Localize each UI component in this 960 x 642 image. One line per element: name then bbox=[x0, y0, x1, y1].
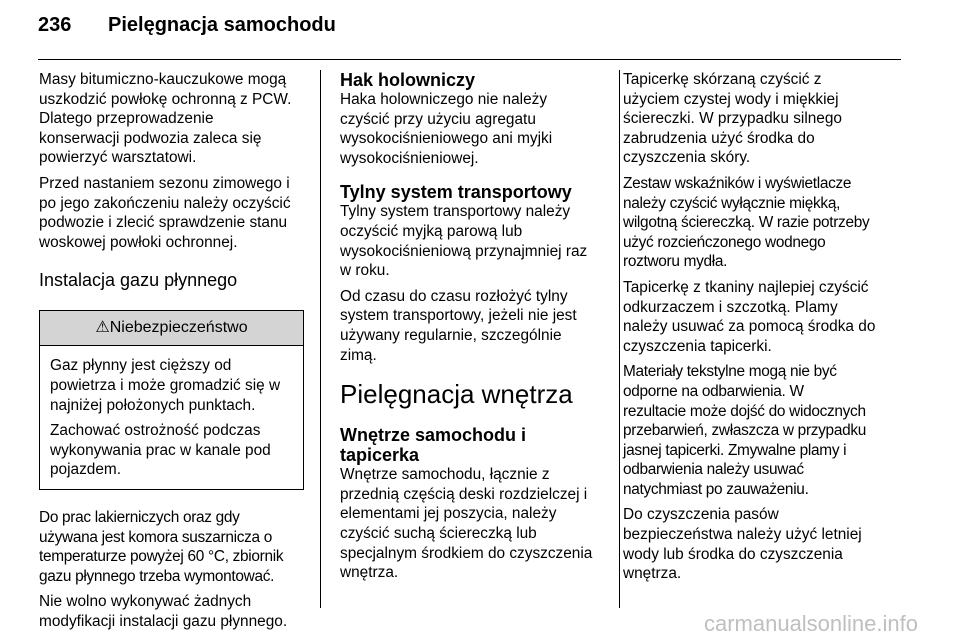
text-line: jasnej tapicerki. Zmywalne plamy i bbox=[623, 441, 847, 459]
page-number: 236 bbox=[38, 14, 72, 36]
text-line: powietrza i może gromadzić się w bbox=[50, 376, 281, 394]
text-line: zabrudzenia użyć środka do bbox=[623, 129, 815, 147]
page-header bbox=[38, 14, 336, 37]
text-line: system transportowy, jeżeli nie jest bbox=[340, 307, 577, 325]
warning-title: Niebezpieczeństwo bbox=[109, 319, 248, 337]
text-line: elementami jej poszycia, należy bbox=[340, 505, 557, 523]
text-line: Od czasu do czasu rozłożyć tylny bbox=[340, 287, 568, 305]
paragraph-painting bbox=[39, 508, 304, 586]
text-line: czyścić suchą ściereczką lub bbox=[340, 524, 537, 542]
text-line: Gaz płynny jest cięższy od bbox=[50, 357, 232, 375]
text-line: czyścić przy użyciu agregatu bbox=[340, 110, 536, 128]
text-line: roztworu mydła. bbox=[623, 253, 728, 271]
text-line: Do czyszczenia pasów bbox=[623, 506, 779, 524]
text-line: wilgotną ściereczką. W razie potrzeby bbox=[623, 214, 870, 232]
text-line: powierzyć warsztatowi. bbox=[39, 149, 197, 167]
column-divider-2 bbox=[619, 70, 620, 608]
text-line: modyfikacji instalacji gazu płynnego. bbox=[39, 612, 288, 630]
text-line: po jego zakończeniu należy oczyścić bbox=[39, 194, 291, 212]
text-line: czyszczenia skóry. bbox=[623, 149, 751, 167]
column-1 bbox=[39, 70, 304, 637]
text-line: wysokociśnieniową przynajmniej raz bbox=[340, 242, 588, 260]
text-line: Tapicerkę skórzaną czyścić z bbox=[623, 71, 822, 88]
text-line: pojazdem. bbox=[50, 461, 122, 479]
text-line: Nie wolno wykonywać żadnych bbox=[39, 593, 252, 611]
text-line: Haka holowniczego nie należy bbox=[340, 91, 548, 108]
paragraph-instruments bbox=[623, 174, 905, 272]
paragraph-interior bbox=[340, 465, 608, 583]
text-line: najniżej położonych punktach. bbox=[50, 396, 256, 414]
heading-towing-hitch: Hak holowniczy bbox=[340, 70, 476, 90]
page-title: Pielęgnacja samochodu bbox=[108, 14, 336, 36]
text-line: użyć rozcieńczonego wodnego bbox=[623, 233, 826, 251]
text-line: uszkodzić powłokę ochronną z PCW. bbox=[39, 90, 292, 108]
text-line: należy czyścić wyłącznie miękką, bbox=[623, 194, 841, 212]
text-line: Tylny system transportowy należy bbox=[340, 203, 571, 221]
heading-interior-upholstery: Wnętrze samochodu i tapicerka bbox=[340, 425, 527, 466]
warning-paragraph-caution bbox=[50, 421, 293, 480]
text-line: Do prac lakierniczych oraz gdy bbox=[39, 508, 240, 526]
warning-paragraph-heavier-than-air bbox=[50, 356, 293, 415]
text-line: używany regularnie, szczególnie bbox=[340, 326, 562, 344]
paragraph-rear-carrier-extend bbox=[340, 287, 608, 365]
text-line: Wnętrze samochodu, łącznie z bbox=[340, 466, 550, 484]
danger-warning-box bbox=[39, 310, 304, 490]
paragraph-bitumen bbox=[39, 70, 304, 168]
text-line: woskowej powłoki ochronnej. bbox=[39, 233, 238, 251]
text-line: oczyścić myjką parową lub bbox=[340, 222, 523, 240]
text-line: gazu płynnego trzeba wymontować. bbox=[39, 567, 275, 585]
text-line: Zestaw wskaźników i wyświetlacze bbox=[623, 174, 852, 192]
heading-lpg-system: Instalacja gazu płynnego bbox=[39, 270, 238, 291]
text-line: wody lub środka do czyszczenia bbox=[623, 545, 843, 563]
warning-body bbox=[40, 346, 303, 489]
text-line: Przed nastaniem sezonu zimowego i bbox=[39, 174, 290, 192]
text-line: używana jest komora suszarnicza o bbox=[39, 528, 273, 546]
paragraph-fabric bbox=[623, 278, 905, 356]
text-line: przednią częścią deski rozdzielczej i bbox=[340, 485, 588, 503]
text-line: rezultacie może dojść do widocznych bbox=[623, 402, 866, 420]
text-line: wnętrza. bbox=[340, 564, 399, 582]
text-line: konserwacji podwozia zaleca się bbox=[39, 129, 262, 147]
heading-interior-care: Pielęgnacja wnętrza bbox=[340, 379, 573, 410]
paragraph-leather bbox=[623, 70, 905, 168]
text-line: Dlatego przeprowadzenie bbox=[39, 110, 214, 128]
column-2 bbox=[340, 70, 608, 589]
paragraph-seatbelts bbox=[623, 505, 905, 583]
paragraph-no-modifications bbox=[39, 592, 304, 631]
text-line: wnętrza. bbox=[623, 565, 682, 583]
text-line: wysokociśnieniowego ani myjki bbox=[340, 130, 553, 148]
text-line: podwozie i zlecić sprawdzenie stanu bbox=[39, 214, 288, 232]
text-line: należy usuwać za pomocą środka do bbox=[623, 318, 876, 336]
warning-triangle-icon: ⚠ bbox=[95, 319, 110, 337]
text-line: Zachować ostrożność podczas bbox=[50, 422, 261, 440]
header-rule bbox=[38, 59, 901, 60]
warning-header bbox=[40, 311, 303, 346]
text-line: odbarwienia należy usuwać bbox=[623, 461, 804, 479]
text-line: użyciem czystej wody i miękkiej bbox=[623, 90, 839, 108]
text-line: odkurzaczem i szczotką. Plamy bbox=[623, 298, 838, 316]
paragraph-textiles bbox=[623, 362, 905, 499]
text-line: wysokociśnieniowej. bbox=[340, 149, 479, 167]
text-line: specjalnym środkiem do czyszczenia bbox=[340, 544, 593, 562]
text-line: temperaturze powyżej 60 °C, zbiornik bbox=[39, 548, 284, 566]
column-3 bbox=[623, 70, 905, 590]
text-line: ściereczki. W przypadku silnego bbox=[623, 110, 842, 128]
text-line: w roku. bbox=[340, 262, 390, 280]
watermark: carmanualsonline.info bbox=[703, 611, 918, 636]
text-line: Masy bitumiczno-kauczukowe mogą bbox=[39, 71, 287, 88]
paragraph-winter bbox=[39, 174, 304, 252]
text-line: natychmiast po zauważeniu. bbox=[623, 480, 809, 498]
text-line: zimą. bbox=[340, 346, 377, 364]
text-line: bezpieczeństwa należy użyć letniej bbox=[623, 526, 862, 544]
text-line: Materiały tekstylne mogą nie być bbox=[623, 363, 837, 381]
text-line: przebarwień, zwłaszcza w przypadku bbox=[623, 422, 866, 440]
text-line: Tapicerkę z tkaniny najlepiej czyścić bbox=[623, 278, 869, 296]
text-line: czyszczenia tapicerki. bbox=[623, 337, 772, 355]
heading-rear-carrier: Tylny system transportowy bbox=[340, 182, 572, 203]
text-line: wykonywania prac w kanale pod bbox=[50, 441, 271, 459]
column-divider-1 bbox=[320, 70, 321, 608]
paragraph-rear-carrier-clean bbox=[340, 202, 608, 280]
text-line: odporne na odbarwienia. W bbox=[623, 382, 804, 400]
paragraph-hitch bbox=[340, 90, 608, 168]
